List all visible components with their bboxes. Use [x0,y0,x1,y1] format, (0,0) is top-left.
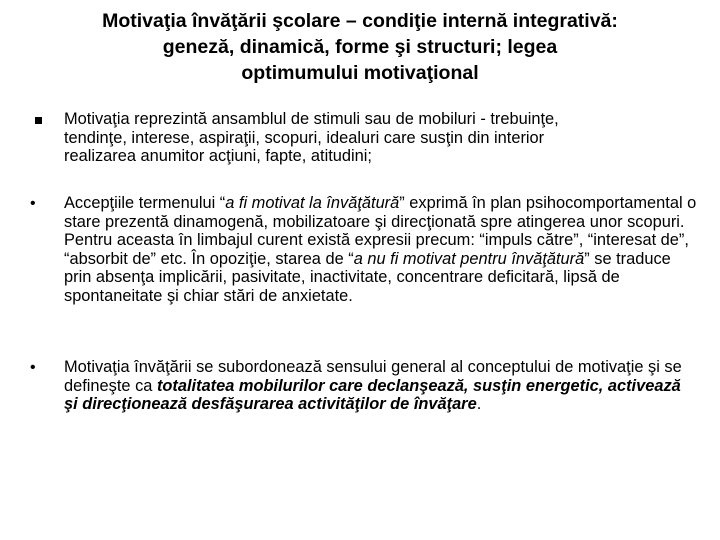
text-run: ” exprimă în plan psihocomportamental o stare prezentă dinamogenă, mobilizatoare şi direcţionată spre atingerea unor scopuri. Pentru aceasta în limbajul curent există expresii precum: “impuls către”, “interesat de”, “absorbit de” etc. În opoziţie, starea de “ [64,194,697,268]
text-line: tendinţe, interese, aspiraţii, scopuri, idealuri care susţin din interior [64,128,545,147]
text-run: . [476,395,482,414]
text-run: Motivaţia învăţării se subordonează sensului general al conceptului de motivaţie şi se defineşte ca [64,358,682,395]
text-line: Motivaţia reprezintă ansamblul de stimuli sau de mobiluri - trebuinţe, [64,110,559,128]
title-line-1: Motivaţia învăţării şcolare – condiţie internă integrativă: [102,10,618,32]
bullet-text [64,194,698,306]
text-line: realizarea anumitor acţiuni, fapte, atitudini; [64,147,372,166]
bullet-marker [28,194,58,214]
bold-italic-phrase: totalitatea mobilurilor care declanşează, susţin energetic, activează şi direcţionează desfăşurarea activităţilor de învăţare [64,376,681,414]
text-run: Accepţiile termenului “ [64,194,226,212]
italic-phrase: a nu fi motivat pentru învăţătură [353,249,585,268]
slide-title [20,8,700,86]
bullet-item-term-meanings [28,194,698,306]
square-bullet-icon [35,117,42,124]
round-bullet-icon: • [30,359,36,376]
title-line-2: geneză, dinamică, forme şi structuri; legea [162,36,558,58]
italic-phrase: a fi motivat la învăţătură [225,194,400,212]
bullet-marker [28,110,58,129]
bullet-marker [28,358,58,378]
bullet-text [64,358,698,414]
text-run: ” se traduce prin absenţa implicării, pasivitate, inactivitate, concentrare deficitară, lipsă de spontaneitate şi chiar stări de anxietate. [64,249,671,305]
bullet-text [64,110,698,166]
title-line-3: optimumului motivaţional [241,62,479,84]
bullet-item-learning-motivation [28,358,698,414]
round-bullet-icon: • [30,195,36,212]
bullet-item-motivation-definition [28,110,698,166]
